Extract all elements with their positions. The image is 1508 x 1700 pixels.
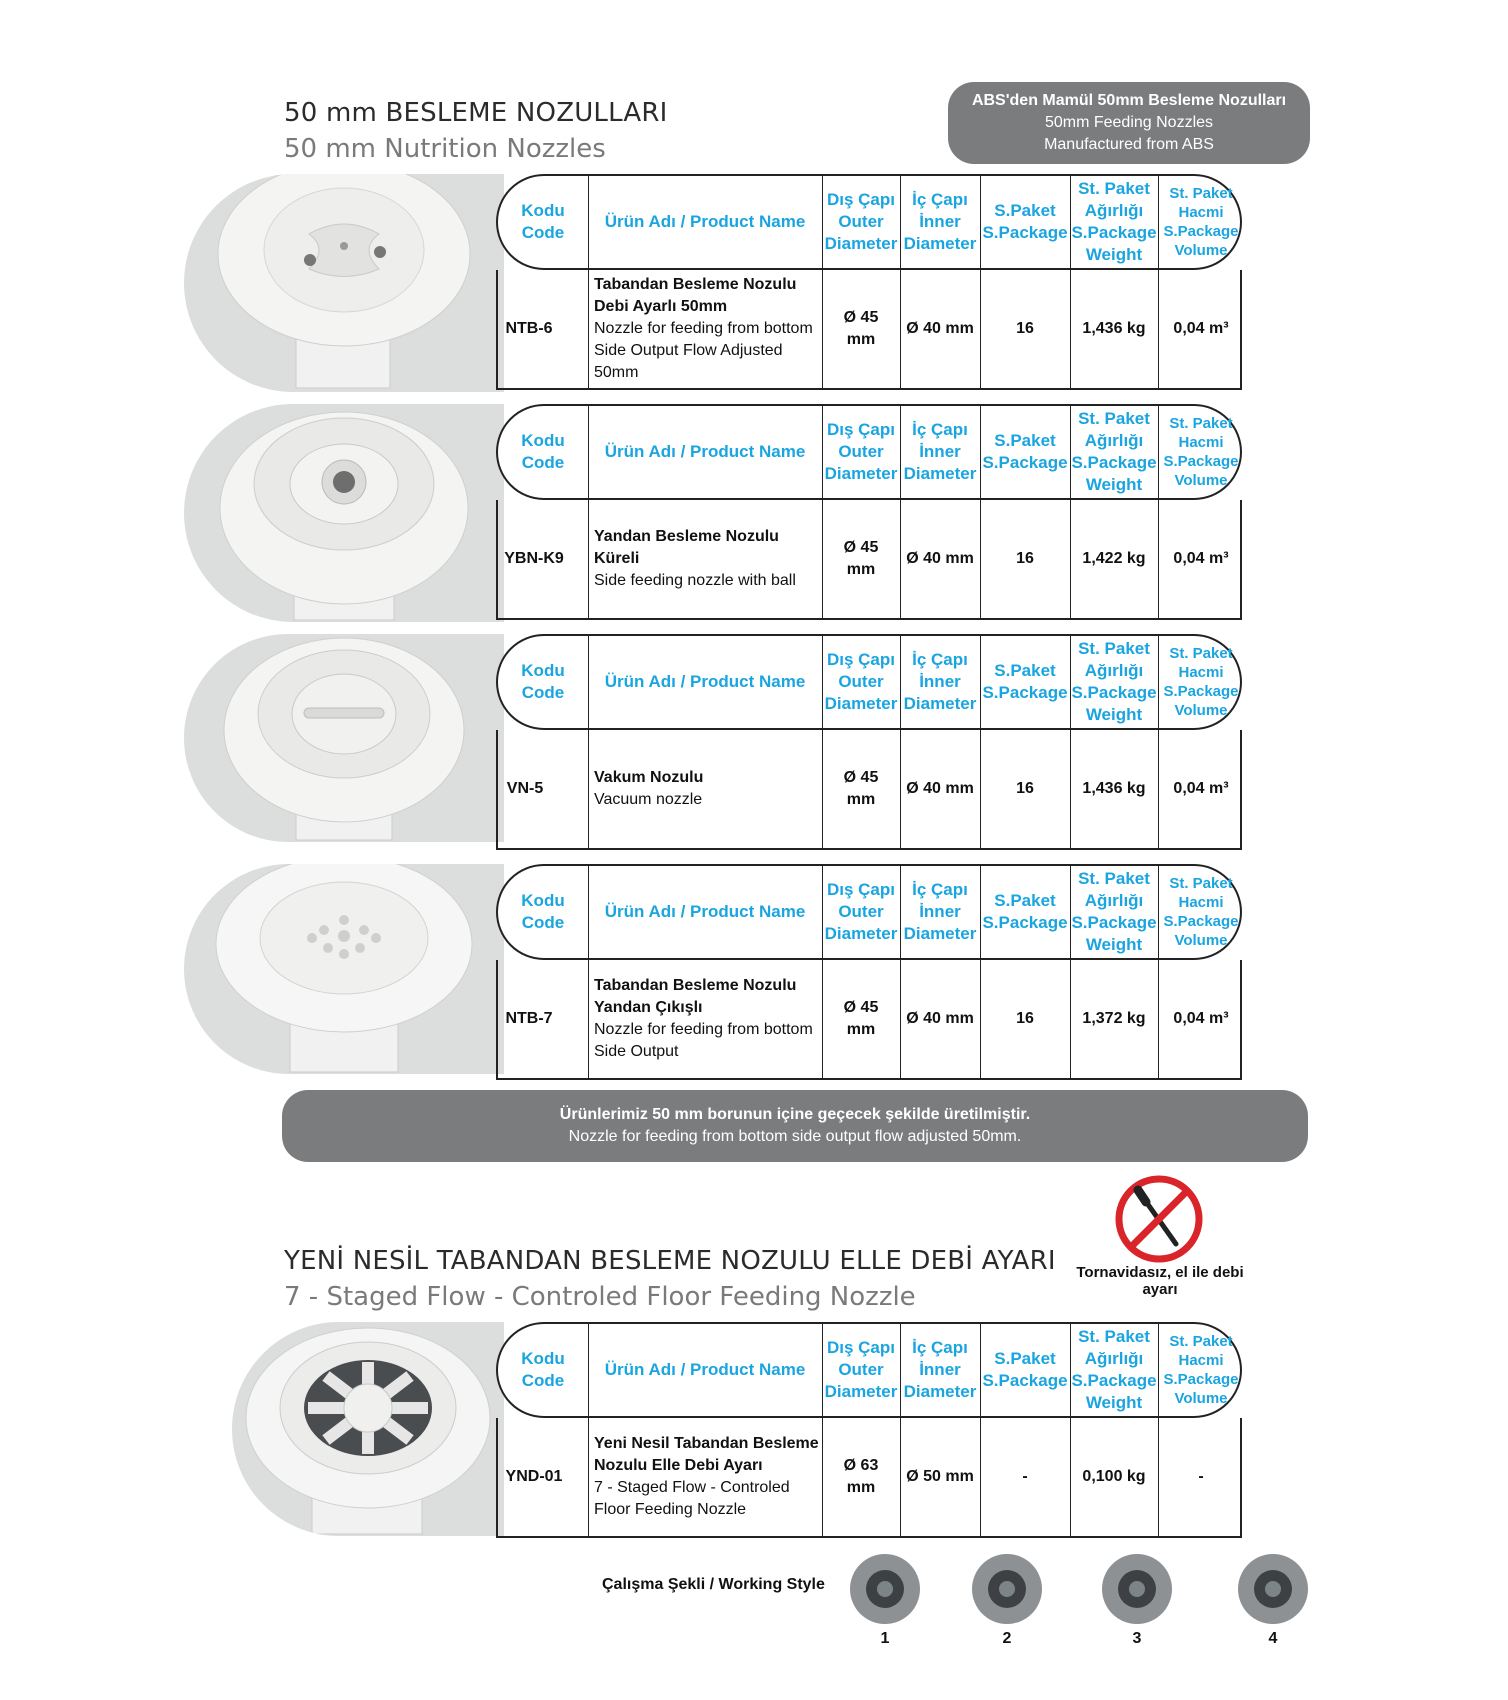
inner-diameter: Ø 40 mm [906, 1010, 974, 1027]
section2-title-tr: YENİ NESİL TABANDAN BESLEME NOZULU ELLE DEBİ AYARI [284, 1246, 1056, 1276]
table-row [496, 730, 1242, 850]
product-photo-ntb-6 [184, 174, 504, 392]
outer-diameter: Ø 45 mm [843, 999, 879, 1038]
product-code: YND-01 [505, 1468, 563, 1485]
header-code: Kodu Code [521, 661, 565, 702]
header-outer-diameter: Dış Çapı Outer Diameter [824, 1338, 898, 1401]
header-outer-diameter: Dış Çapı Outer Diameter [824, 190, 898, 253]
product-photo-ybn-k9 [184, 404, 504, 622]
package-volume: 0,04 m³ [1173, 550, 1229, 567]
package-volume: 0,04 m³ [1173, 1010, 1229, 1027]
table-header [496, 404, 1242, 500]
stage-number: 4 [1268, 1630, 1278, 1647]
stage-number: 2 [1002, 1630, 1012, 1647]
product-table [496, 864, 1242, 1080]
package-volume: 0,04 m³ [1173, 780, 1229, 797]
header-inner-diameter: İç Çapı İnner Diameter [903, 420, 977, 483]
header-product-name: Ürün Adı / Product Name [604, 442, 806, 461]
note-line-1: Ürünlerimiz 50 mm borunun içine geçecek şekilde üretilmiştir. [559, 1106, 1031, 1123]
stage-3-icon [1102, 1554, 1172, 1624]
header-package: S.Paket S.Package [982, 891, 1068, 932]
inner-diameter: Ø 40 mm [906, 550, 974, 567]
product-name: Vakum Nozulu Vacuum nozzle [594, 769, 704, 808]
header-weight: St. Paket Ağırlığı S.Package Weight [1071, 409, 1157, 494]
outer-diameter: Ø 45 mm [843, 309, 879, 348]
header-weight: St. Paket Ağırlığı S.Package Weight [1071, 1327, 1157, 1412]
stage-4-icon [1238, 1554, 1308, 1624]
product-code: YBN-K9 [504, 550, 564, 567]
stage-1-icon [850, 1554, 920, 1624]
header-package: S.Paket S.Package [982, 1349, 1068, 1390]
header-inner-diameter: İç Çapı İnner Diameter [903, 1338, 977, 1401]
product-name: Yandan Besleme Nozulu Küreli Side feeding nozzle with ball [594, 528, 796, 589]
package-count: 16 [1016, 780, 1034, 797]
table-header [496, 1322, 1242, 1418]
header-outer-diameter: Dış Çapı Outer Diameter [824, 650, 898, 713]
product-table [496, 174, 1242, 390]
badge-line-1: ABS'den Mamül 50mm Besleme Nozulları [971, 92, 1287, 109]
product-table [496, 404, 1242, 620]
table-row [496, 500, 1242, 620]
inner-diameter: Ø 40 mm [906, 780, 974, 797]
section2-title-en: 7 - Staged Flow - Controled Floor Feeding Nozzle [284, 1282, 916, 1312]
no-screwdriver-icon [1114, 1174, 1204, 1264]
header-code: Kodu Code [521, 201, 565, 242]
nozzle-image [232, 1322, 504, 1536]
product-photo-ntb-7 [184, 864, 504, 1074]
working-style-label: Çalışma Şekli / Working Style [602, 1576, 825, 1593]
nozzle-image [184, 174, 504, 392]
product-table [496, 1322, 1242, 1538]
badge-line-3: Manufactured from ABS [1044, 136, 1214, 153]
package-weight: 1,372 kg [1082, 1010, 1146, 1027]
header-volume: St. Paket Hacmi S.Package Volume [1163, 875, 1239, 949]
table-row [496, 1418, 1242, 1538]
product-name: Tabandan Besleme Nozulu Debi Ayarlı 50mm Nozzle for feeding from bottom Side Output Flow Adjusted 50mm [594, 276, 813, 381]
header-code: Kodu Code [521, 431, 565, 472]
section-title-tr: 50 mm BESLEME NOZULLARI [284, 98, 668, 128]
header-outer-diameter: Dış Çapı Outer Diameter [824, 420, 898, 483]
header-inner-diameter: İç Çapı İnner Diameter [903, 880, 977, 943]
package-weight: 1,422 kg [1082, 550, 1146, 567]
stage-number: 3 [1132, 1630, 1142, 1647]
package-count: 16 [1016, 1010, 1034, 1027]
header-code: Kodu Code [521, 891, 565, 932]
product-code: VN-5 [506, 780, 544, 797]
header-product-name: Ürün Adı / Product Name [604, 902, 806, 921]
package-count: - [1022, 1468, 1028, 1485]
header-volume: St. Paket Hacmi S.Package Volume [1163, 415, 1239, 489]
nozzle-image [184, 404, 504, 622]
badge-line-2: 50mm Feeding Nozzles [1044, 114, 1214, 131]
header-package: S.Paket S.Package [982, 201, 1068, 242]
table-row [496, 270, 1242, 390]
product-code: NTB-6 [505, 320, 553, 337]
section-title-en: 50 mm Nutrition Nozzles [284, 134, 606, 164]
package-count: 16 [1016, 550, 1034, 567]
package-weight: 0,100 kg [1082, 1468, 1146, 1485]
outer-diameter: Ø 63 mm [843, 1457, 879, 1496]
table-header [496, 174, 1242, 270]
header-volume: St. Paket Hacmi S.Package Volume [1163, 645, 1239, 719]
product-name: Tabandan Besleme Nozulu Yandan Çıkışlı Nozzle for feeding from bottom Side Output [594, 977, 813, 1060]
header-outer-diameter: Dış Çapı Outer Diameter [824, 880, 898, 943]
product-code: NTB-7 [505, 1010, 553, 1027]
stage-2-icon [972, 1554, 1042, 1624]
package-weight: 1,436 kg [1082, 320, 1146, 337]
header-volume: St. Paket Hacmi S.Package Volume [1163, 185, 1239, 259]
table-header [496, 634, 1242, 730]
outer-diameter: Ø 45 mm [843, 769, 879, 808]
table-row [496, 960, 1242, 1080]
header-product-name: Ürün Adı / Product Name [604, 1360, 806, 1379]
package-weight: 1,436 kg [1082, 780, 1146, 797]
table-header [496, 864, 1242, 960]
header-weight: St. Paket Ağırlığı S.Package Weight [1071, 179, 1157, 264]
inner-diameter: Ø 40 mm [906, 320, 974, 337]
package-count: 16 [1016, 320, 1034, 337]
material-badge [948, 82, 1310, 164]
stage-number: 1 [880, 1630, 890, 1647]
product-table [496, 634, 1242, 850]
header-package: S.Paket S.Package [982, 431, 1068, 472]
no-screwdriver-caption: Tornavidasız, el ile debi ayarı [1076, 1264, 1244, 1298]
header-inner-diameter: İç Çapı İnner Diameter [903, 190, 977, 253]
product-photo-vn-5 [184, 634, 504, 842]
header-volume: St. Paket Hacmi S.Package Volume [1163, 1333, 1239, 1407]
product-name: Yeni Nesil Tabandan Besleme Nozulu Elle Debi Ayarı 7 - Staged Flow - Controled Floor Feeding Nozzle [594, 1435, 819, 1518]
inner-diameter: Ø 50 mm [906, 1468, 974, 1485]
package-volume: - [1198, 1468, 1204, 1485]
note-line-2: Nozzle for feeding from bottom side output flow adjusted 50mm. [568, 1128, 1022, 1145]
header-package: S.Paket S.Package [982, 661, 1068, 702]
header-weight: St. Paket Ağırlığı S.Package Weight [1071, 639, 1157, 724]
production-note [282, 1090, 1308, 1162]
product-photo-ynd-01 [232, 1322, 504, 1536]
nozzle-image [184, 634, 504, 842]
outer-diameter: Ø 45 mm [843, 539, 879, 578]
header-weight: St. Paket Ağırlığı S.Package Weight [1071, 869, 1157, 954]
nozzle-image [184, 864, 504, 1074]
header-product-name: Ürün Adı / Product Name [604, 672, 806, 691]
header-code: Kodu Code [521, 1349, 565, 1390]
header-product-name: Ürün Adı / Product Name [604, 212, 806, 231]
header-inner-diameter: İç Çapı İnner Diameter [903, 650, 977, 713]
package-volume: 0,04 m³ [1173, 320, 1229, 337]
